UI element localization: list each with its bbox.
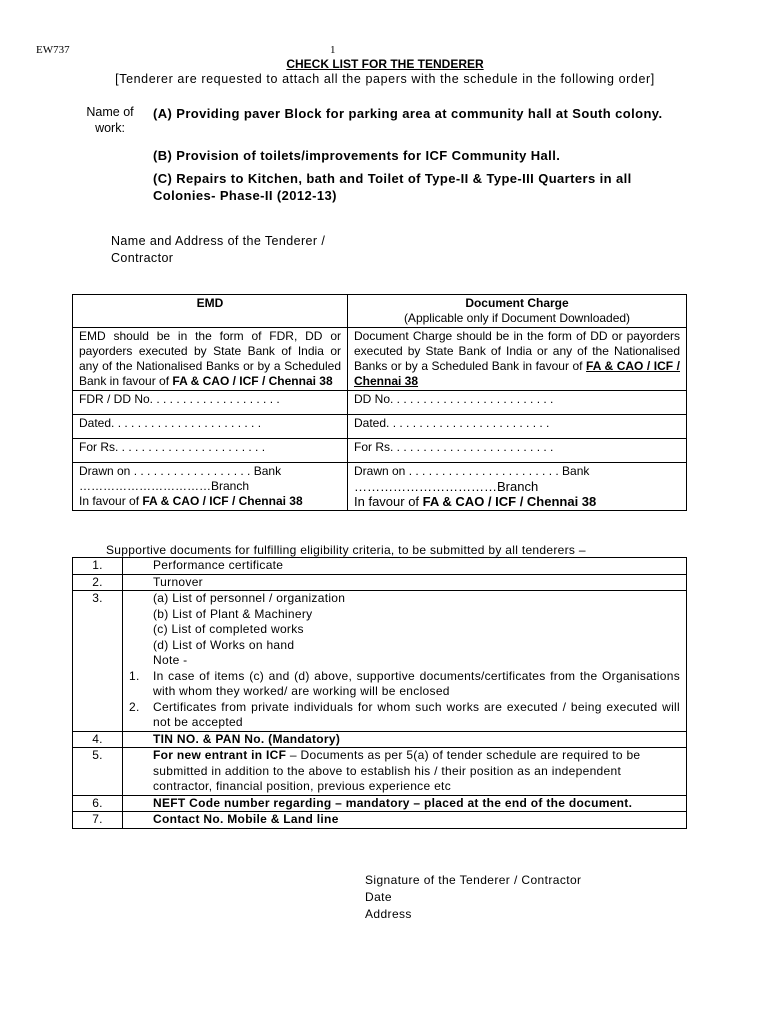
emd-no: FDR / DD No. . . . . . . . . . . . . . . . . . . . [73,391,348,415]
row-text [123,591,687,732]
emd-drawn: Drawn on . . . . . . . . . . . . . . . . . . Bank [79,464,282,478]
emd-dated: Dated. . . . . . . . . . . . . . . . . . . . . . . [73,415,348,439]
doc-for: For Rs. . . . . . . . . . . . . . . . . . . . . . . . . [348,439,687,463]
doc-drawn: Drawn on . . . . . . . . . . . . . . . . . . . . . . . Bank [354,464,590,478]
emd-for: For Rs. . . . . . . . . . . . . . . . . . . . . . . [73,439,348,463]
doc-favour: FA & CAO / ICF / Chennai 38 [354,359,680,388]
row-number: 6. [73,795,123,812]
table-row [73,731,687,748]
note-text: Certificates from private individuals for whom such works are executed / being executed will not be accepted [153,699,680,729]
note-number: 1. [129,668,140,683]
emd-desc-row [73,328,687,391]
list-item: (d) List of Works on hand [153,637,295,652]
doc-no: DD No. . . . . . . . . . . . . . . . . . . . . . . . . [348,391,687,415]
doc-header: Document Charge [465,296,569,310]
emd-favour: FA & CAO / ICF / Chennai 38 [172,374,333,388]
address-label: Address [365,907,412,921]
page-number: 1 [330,44,336,56]
row-text: Contact No. Mobile & Land line [123,812,687,829]
emd-desc-cell [73,328,348,391]
list-item: (c) List of completed works [153,622,304,636]
emd-for-row [73,439,687,463]
row-text-bold: For new entrant in ICF [153,748,287,762]
doc-infavour [354,494,680,509]
emd-header-cell [73,295,348,328]
emd-table [72,294,687,511]
row-text-rest: – Documents as per 5(a) of tender schedule are required to be submitted in addition to the above to establish his / their position as an independent contractor, financial position, previous experience etc [153,748,641,793]
note-item [129,699,680,731]
note-label: Note - [153,653,188,667]
table-row [73,558,687,575]
list-item: (a) List of personnel / organization [153,591,346,605]
emd-infavour [79,494,341,509]
note-number: 2. [129,699,140,714]
page-subtitle: [Tenderer are requested to attach all the papers with the schedule in the following order] [115,72,655,86]
work-item-c: (C) Repairs to Kitchen, bath and Toilet of Type-II & Type-III Quarters in all Colonies- Phase-II (2012-13) [153,171,632,203]
row-number: 4. [73,731,123,748]
supportive-intro: Supportive documents for fulfilling eligibility criteria, to be submitted by all tenderers – [106,543,586,557]
table-row [73,748,687,796]
work-item-b: (B) Provision of toilets/improvements for ICF Community Hall. [153,148,561,163]
page-title: CHECK LIST FOR THE TENDERER [286,57,484,71]
doc-branch: ……………………………Branch [354,479,539,494]
row-text: Turnover [123,574,687,591]
row-number: 2. [73,574,123,591]
emd-branch: ……………………………Branch [79,479,250,493]
doc-subheader: (Applicable only if Document Downloaded) [403,311,631,325]
note-text: In case of items (c) and (d) above, supportive documents/certificates from the Organisations with whom they worked/ are working will be enclosed [153,668,680,698]
emd-infavour-value: FA & CAO / ICF / Chennai 38 [142,494,303,508]
emd-drawn-cell [73,463,348,511]
emd-header: EMD [196,296,224,310]
row-text: TIN NO. & PAN No. (Mandatory) [123,731,687,748]
row-text: NEFT Code number regarding – mandatory – placed at the end of the document. [123,795,687,812]
date-label: Date [365,890,392,904]
row-number: 7. [73,812,123,829]
row-text: Performance certificate [123,558,687,575]
reference-code: EW737 [36,44,70,56]
note-item [129,668,680,700]
supportive-docs-table [72,557,687,829]
table-row [73,812,687,829]
doc-header-cell [348,295,687,328]
row-number: 5. [73,748,123,796]
doc-desc: Document Charge should be in the form of DD or payorders executed by State Bank of India or any of the Nationalised Banks or by a Scheduled Bank in favour of [354,329,680,373]
emd-infavour-label: In favour of [79,494,140,508]
row-number: 3. [73,591,123,732]
row-number: 1. [73,558,123,575]
emd-dated-row [73,415,687,439]
doc-dated: Dated. . . . . . . . . . . . . . . . . . . . . . . . . [348,415,687,439]
tenderer-label: Name and Address of the Tenderer / Contractor [111,234,326,265]
doc-drawn-cell [348,463,687,511]
emd-desc: EMD should be in the form of FDR, DD or payorders executed by State Bank of India or any of the Nationalised Banks or by a Scheduled Bank in favour of [79,329,341,388]
signature-label: Signature of the Tenderer / Contractor [365,873,582,887]
row-text [123,748,687,796]
emd-header-row [73,295,687,328]
name-of-work-label: Name of work: [86,105,134,135]
doc-infavour-value: FA & CAO / ICF / Chennai 38 [422,494,597,509]
notes-list [129,668,680,731]
list-item: (b) List of Plant & Machinery [153,606,313,621]
table-row [73,795,687,812]
emd-drawn-row [73,463,687,511]
doc-infavour-label: In favour of [354,494,420,509]
doc-desc-cell [348,328,687,391]
table-row [73,591,687,732]
work-item-a: (A) Providing paver Block for parking area at community hall at South colony. [153,106,663,121]
table-row [73,574,687,591]
emd-no-row [73,391,687,415]
